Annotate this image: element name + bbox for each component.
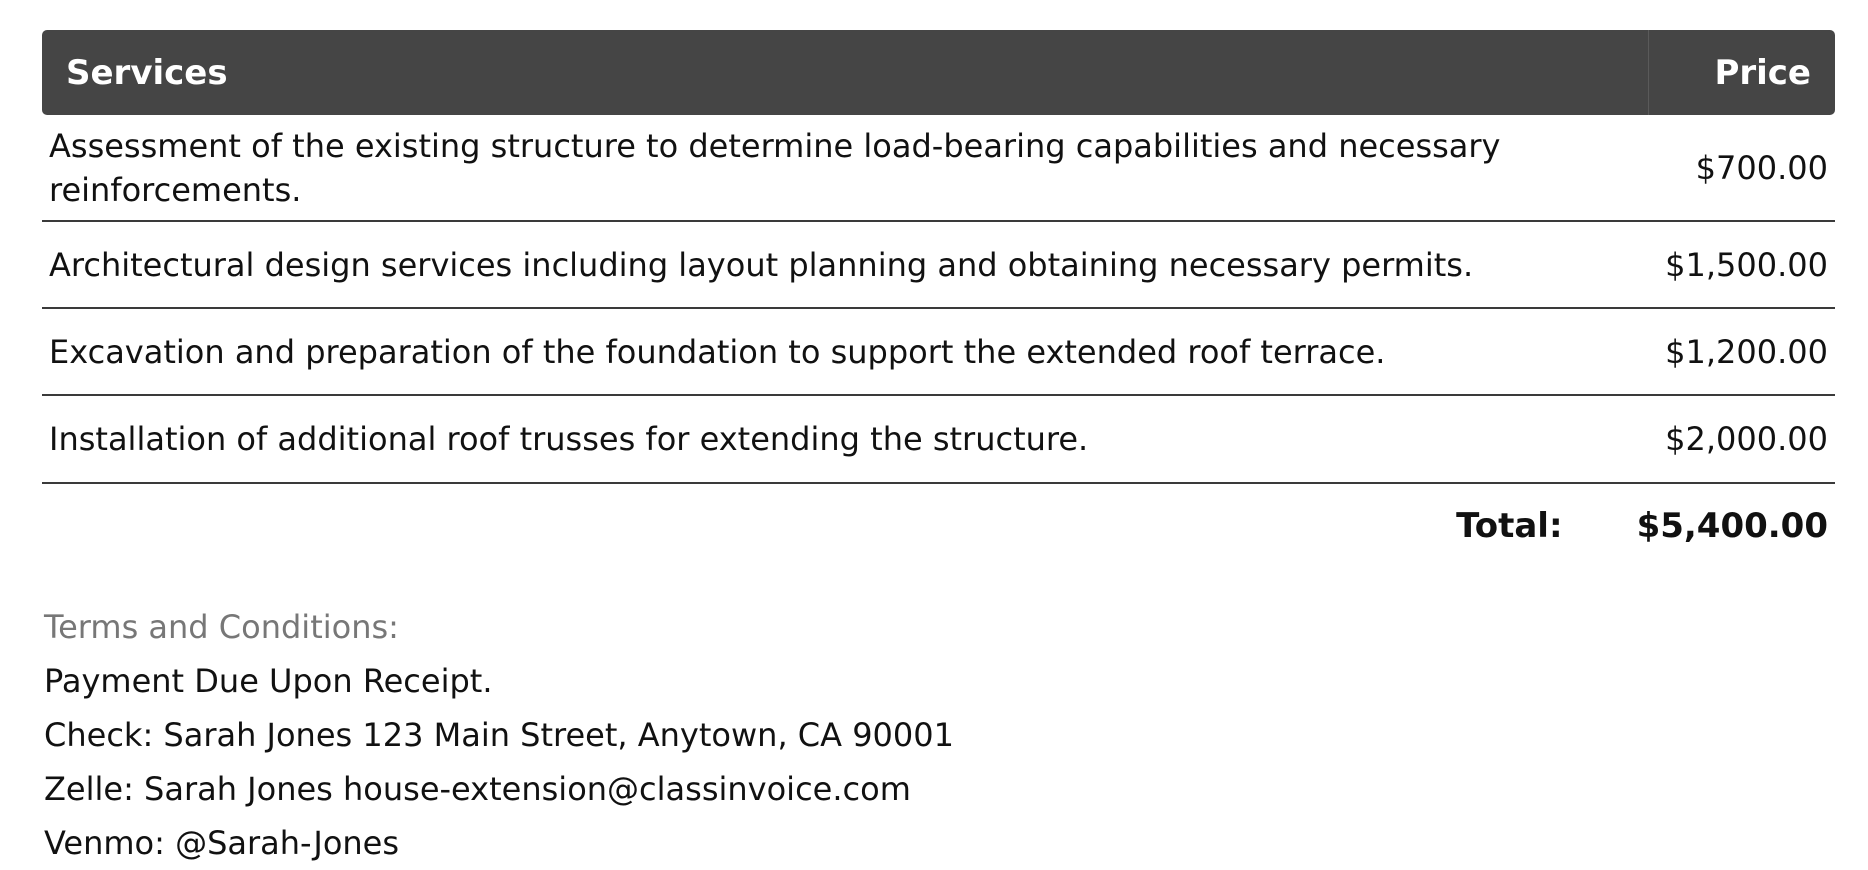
terms-line-payment: Payment Due Upon Receipt.: [44, 662, 493, 700]
service-description: Architectural design services including layout planning and obtaining necessary permits.: [49, 245, 1474, 284]
services-table: [42, 30, 1835, 568]
table-row: [42, 396, 1835, 484]
table-row: [42, 115, 1835, 222]
table-row: [42, 309, 1835, 396]
terms-line-check: Check: Sarah Jones 123 Main Street, Anytown, CA 90001: [44, 716, 954, 754]
terms-line-venmo: Venmo: @Sarah-Jones: [44, 824, 400, 862]
price-column-header: Price: [1714, 52, 1811, 93]
terms-section: [44, 600, 954, 870]
terms-title: Terms and Conditions:: [44, 608, 399, 646]
total-label: Total:: [1456, 506, 1563, 546]
services-column-header: Services: [42, 30, 1649, 115]
service-price: $1,500.00: [1665, 245, 1828, 284]
table-row: [42, 222, 1835, 309]
service-description: Installation of additional roof trusses for extending the structure.: [49, 420, 1089, 458]
service-price: $1,200.00: [1665, 332, 1828, 371]
service-description: Assessment of the existing structure to determine load-bearing capabilities and necessary reinforcements.: [49, 126, 1501, 209]
table-header: [42, 30, 1835, 115]
service-description: Excavation and preparation of the foundation to support the extended roof terrace.: [49, 332, 1386, 371]
service-price: $700.00: [1695, 148, 1828, 187]
total-row: [42, 484, 1835, 568]
terms-line-zelle: Zelle: Sarah Jones house-extension@classinvoice.com: [44, 770, 911, 808]
total-value: $5,400.00: [1636, 506, 1828, 546]
service-price: $2,000.00: [1665, 420, 1828, 458]
